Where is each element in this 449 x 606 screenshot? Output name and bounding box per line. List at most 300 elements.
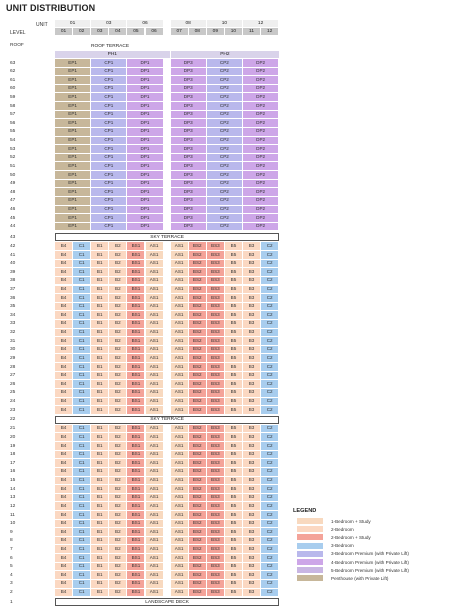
level-label: 42 (10, 243, 16, 249)
legend-label: Penthouse (with Private Lift) (331, 575, 389, 581)
unit-cell: BS2 (189, 380, 207, 389)
penthouse-unit-cell: CP1 (91, 180, 127, 189)
unit-cell: BS2 (189, 303, 207, 312)
unit-cell: AS1 (171, 425, 189, 434)
unit-cell: BS3 (207, 537, 225, 546)
unit-cell: B5 (225, 354, 243, 363)
unit-number-header: 10 (225, 28, 243, 35)
unit-cell: B5 (225, 589, 243, 598)
penthouse-unit-cell: DP3 (171, 214, 207, 223)
unit-cell: AS1 (146, 337, 164, 346)
penthouse-unit-cell: EP1 (55, 162, 91, 171)
penthouse-unit-cell: DP1 (127, 59, 163, 68)
unit-cell: AS1 (146, 251, 164, 260)
unit-cell: AS1 (146, 406, 164, 415)
unit-cell: B2 (109, 494, 127, 503)
level-label: 47 (10, 198, 16, 204)
unit-cell: BS2 (189, 346, 207, 355)
unit-cell: BS2 (189, 571, 207, 580)
unit-cell: BS3 (207, 433, 225, 442)
unit-cell: B3 (243, 320, 261, 329)
penthouse-unit-cell: CP2 (207, 76, 243, 85)
unit-cell: B5 (225, 545, 243, 554)
unit-cell: C1 (73, 502, 91, 511)
penthouse-unit-cell: DP3 (171, 93, 207, 102)
unit-cell: BS3 (207, 260, 225, 269)
unit-number-header: 04 (109, 28, 127, 35)
unit-cell: BS2 (189, 398, 207, 407)
unit-cell: AS1 (171, 294, 189, 303)
unit-cell: B1 (91, 372, 109, 381)
unit-cell: B5 (225, 268, 243, 277)
unit-cell: AS1 (171, 268, 189, 277)
unit-cell: BS1 (127, 511, 145, 520)
unit-cell: C1 (73, 251, 91, 260)
penthouse-unit-cell: CP2 (207, 102, 243, 111)
level-label: 29 (10, 355, 16, 361)
penthouse-unit-cell: CP1 (91, 223, 127, 232)
unit-cell: B3 (243, 425, 261, 434)
penthouse-unit-cell: CP2 (207, 223, 243, 232)
unit-cell: BS3 (207, 477, 225, 486)
unit-cell: B4 (55, 372, 73, 381)
unit-cell: BS3 (207, 459, 225, 468)
unit-cell: B5 (225, 554, 243, 563)
penthouse-unit-cell: DP3 (171, 197, 207, 206)
unit-cell: AS1 (146, 389, 164, 398)
penthouse-unit-cell: DP3 (171, 180, 207, 189)
unit-cell: C1 (73, 320, 91, 329)
unit-cell: BS3 (207, 520, 225, 529)
legend-title: LEGEND (293, 508, 317, 514)
penthouse-unit-cell: CP2 (207, 85, 243, 94)
unit-cell: BS3 (207, 554, 225, 563)
unit-cell: B5 (225, 433, 243, 442)
unit-cell: BS3 (207, 528, 225, 537)
unit-cell: B4 (55, 433, 73, 442)
unit-cell: BS1 (127, 242, 145, 251)
level-label: 17 (10, 460, 16, 466)
unit-cell: B2 (109, 563, 127, 572)
unit-cell: B2 (109, 251, 127, 260)
unit-cell: BS3 (207, 380, 225, 389)
penthouse-unit-cell: DP1 (127, 171, 163, 180)
unit-cell: B5 (225, 494, 243, 503)
penthouse-unit-cell: DP1 (127, 162, 163, 171)
penthouse-unit-cell: EP1 (55, 180, 91, 189)
unit-cell: BS2 (189, 389, 207, 398)
unit-cell: B2 (109, 433, 127, 442)
penthouse-unit-cell: DP3 (171, 145, 207, 154)
unit-cell: B5 (225, 477, 243, 486)
unit-cell: B2 (109, 337, 127, 346)
penthouse-unit-cell: CP2 (207, 162, 243, 171)
unit-cell: B1 (91, 563, 109, 572)
unit-cell: B5 (225, 242, 243, 251)
penthouse-unit-cell: DP1 (127, 111, 163, 120)
unit-cell: C2 (261, 442, 279, 451)
penthouse-unit-cell: CP1 (91, 102, 127, 111)
level-label: 33 (10, 321, 16, 327)
unit-cell: B4 (55, 320, 73, 329)
legend-item (293, 566, 443, 574)
unit-cell: B4 (55, 468, 73, 477)
unit-group-header: 12 (243, 20, 279, 27)
unit-cell: C2 (261, 242, 279, 251)
unit-cell: AS1 (146, 286, 164, 295)
unit-cell: B1 (91, 251, 109, 260)
legend-item (293, 550, 443, 558)
level-label: 6 (10, 555, 13, 561)
unit-cell: BS2 (189, 580, 207, 589)
unit-cell: BS2 (189, 406, 207, 415)
unit-cell: C1 (73, 477, 91, 486)
unit-cell: BS1 (127, 451, 145, 460)
level-label: 28 (10, 364, 16, 370)
unit-cell: B5 (225, 251, 243, 260)
unit-cell: BS2 (189, 425, 207, 434)
unit-cell: AS1 (171, 502, 189, 511)
level-label: 41 (10, 252, 16, 258)
unit-cell: B5 (225, 286, 243, 295)
unit-cell: BS2 (189, 329, 207, 338)
level-label: 23 (10, 407, 16, 413)
level-label: 36 (10, 295, 16, 301)
level-label: 22 (10, 417, 16, 423)
level-label: 3 (10, 581, 13, 587)
unit-cell: B3 (243, 329, 261, 338)
unit-cell: BS2 (189, 242, 207, 251)
unit-cell: C2 (261, 545, 279, 554)
unit-cell: BS1 (127, 294, 145, 303)
unit-cell: BS1 (127, 554, 145, 563)
penthouse-unit-cell: CP2 (207, 214, 243, 223)
level-label: 26 (10, 381, 16, 387)
unit-cell: B4 (55, 571, 73, 580)
penthouse-unit-cell: CP1 (91, 171, 127, 180)
penthouse-unit-cell: DP3 (171, 188, 207, 197)
legend-label: 3-Bedroom Premium (with Private Lift) (331, 551, 409, 557)
unit-cell: BS1 (127, 337, 145, 346)
legend (293, 508, 443, 583)
unit-cell: BS1 (127, 468, 145, 477)
unit-cell: B2 (109, 354, 127, 363)
unit-cell: B3 (243, 545, 261, 554)
unit-cell: BS1 (127, 346, 145, 355)
unit-cell: BS3 (207, 589, 225, 598)
unit-cell: AS1 (171, 511, 189, 520)
unit-cell: C2 (261, 251, 279, 260)
unit-cell: AS1 (171, 545, 189, 554)
unit-cell: AS1 (171, 451, 189, 460)
unit-cell: B1 (91, 303, 109, 312)
unit-cell: BS2 (189, 320, 207, 329)
penthouse-unit-cell: DP2 (243, 102, 279, 111)
unit-cell: B3 (243, 442, 261, 451)
unit-cell: BS1 (127, 329, 145, 338)
unit-cell: B5 (225, 459, 243, 468)
unit-cell: C2 (261, 329, 279, 338)
unit-cell: BS1 (127, 528, 145, 537)
unit-cell: AS1 (146, 320, 164, 329)
level-label: 40 (10, 261, 16, 267)
unit-cell: B3 (243, 571, 261, 580)
unit-cell: C1 (73, 571, 91, 580)
ph1-band: PH1 (55, 51, 170, 58)
unit-cell: C1 (73, 337, 91, 346)
level-label: 14 (10, 486, 16, 492)
penthouse-unit-cell: EP1 (55, 102, 91, 111)
unit-cell: AS1 (171, 398, 189, 407)
unit-cell: B3 (243, 477, 261, 486)
unit-cell: AS1 (146, 425, 164, 434)
penthouse-unit-cell: CP2 (207, 128, 243, 137)
unit-cell: B1 (91, 346, 109, 355)
unit-cell: AS1 (146, 303, 164, 312)
unit-cell: B4 (55, 268, 73, 277)
unit-group-header: 03 (91, 20, 127, 27)
unit-cell: B2 (109, 260, 127, 269)
penthouse-unit-cell: DP2 (243, 137, 279, 146)
unit-cell: C1 (73, 545, 91, 554)
unit-cell: B5 (225, 294, 243, 303)
unit-cell: AS1 (171, 494, 189, 503)
penthouse-unit-cell: DP2 (243, 128, 279, 137)
unit-cell: B3 (243, 433, 261, 442)
unit-cell: AS1 (171, 485, 189, 494)
unit-cell: BS3 (207, 511, 225, 520)
penthouse-unit-cell: CP2 (207, 188, 243, 197)
penthouse-unit-cell: EP1 (55, 223, 91, 232)
level-label: 56 (10, 120, 16, 126)
unit-cell: C2 (261, 537, 279, 546)
landscape-deck-band: LANDSCAPE DECK (55, 598, 279, 606)
unit-cell: C1 (73, 354, 91, 363)
level-label: 63 (10, 60, 16, 66)
penthouse-unit-cell: EP1 (55, 128, 91, 137)
unit-cell: B2 (109, 425, 127, 434)
unit-cell: B3 (243, 268, 261, 277)
unit-cell: BS1 (127, 277, 145, 286)
unit-cell: AS1 (146, 329, 164, 338)
unit-cell: C2 (261, 571, 279, 580)
unit-cell: BS3 (207, 406, 225, 415)
penthouse-unit-cell: DP3 (171, 154, 207, 163)
unit-cell: BS1 (127, 459, 145, 468)
level-label: 30 (10, 347, 16, 353)
level-label: 19 (10, 443, 16, 449)
unit-cell: BS2 (189, 372, 207, 381)
unit-cell: C1 (73, 406, 91, 415)
unit-cell: BS1 (127, 363, 145, 372)
penthouse-unit-cell: DP2 (243, 145, 279, 154)
unit-cell: C2 (261, 380, 279, 389)
unit-cell: BS3 (207, 311, 225, 320)
legend-label: 5-Bedroom Premium (with Private Lift) (331, 567, 409, 573)
unit-cell: AS1 (171, 242, 189, 251)
unit-cell: B3 (243, 459, 261, 468)
unit-cell: AS1 (146, 580, 164, 589)
unit-cell: BS2 (189, 589, 207, 598)
unit-cell: B3 (243, 537, 261, 546)
penthouse-unit-cell: DP1 (127, 102, 163, 111)
penthouse-unit-cell: EP1 (55, 93, 91, 102)
unit-cell: C1 (73, 294, 91, 303)
unit-cell: B1 (91, 477, 109, 486)
unit-cell: BS3 (207, 346, 225, 355)
unit-cell: B1 (91, 354, 109, 363)
unit-cell: B4 (55, 520, 73, 529)
unit-cell: C1 (73, 425, 91, 434)
legend-label: 2-Bedroom (331, 526, 354, 532)
unit-cell: B4 (55, 277, 73, 286)
unit-cell: BS2 (189, 311, 207, 320)
unit-cell: B3 (243, 528, 261, 537)
penthouse-unit-cell: CP1 (91, 154, 127, 163)
penthouse-unit-cell: EP1 (55, 59, 91, 68)
legend-swatch (297, 559, 323, 565)
unit-cell: AS1 (146, 442, 164, 451)
unit-cell: B3 (243, 346, 261, 355)
unit-cell: B2 (109, 320, 127, 329)
unit-cell: BS1 (127, 268, 145, 277)
penthouse-unit-cell: CP1 (91, 145, 127, 154)
unit-cell: B5 (225, 537, 243, 546)
penthouse-unit-cell: EP1 (55, 68, 91, 77)
level-label: 52 (10, 155, 16, 161)
unit-cell: AS1 (171, 589, 189, 598)
unit-cell: C1 (73, 459, 91, 468)
unit-cell: B5 (225, 580, 243, 589)
unit-cell: B2 (109, 485, 127, 494)
unit-cell: BS3 (207, 268, 225, 277)
unit-cell: C2 (261, 277, 279, 286)
penthouse-unit-cell: DP3 (171, 68, 207, 77)
unit-cell: B4 (55, 398, 73, 407)
unit-cell: AS1 (146, 363, 164, 372)
unit-cell: B3 (243, 468, 261, 477)
unit-cell: B4 (55, 406, 73, 415)
level-label: 38 (10, 278, 16, 284)
unit-cell: BS1 (127, 442, 145, 451)
penthouse-unit-cell: DP2 (243, 111, 279, 120)
unit-cell: B1 (91, 545, 109, 554)
level-label: 9 (10, 529, 13, 535)
unit-cell: AS1 (171, 354, 189, 363)
unit-cell: B2 (109, 451, 127, 460)
unit-cell: C2 (261, 406, 279, 415)
unit-cell: C1 (73, 433, 91, 442)
unit-cell: B4 (55, 380, 73, 389)
unit-cell: B5 (225, 528, 243, 537)
unit-cell: B4 (55, 537, 73, 546)
unit-cell: BS1 (127, 477, 145, 486)
penthouse-unit-cell: DP1 (127, 119, 163, 128)
unit-cell: B3 (243, 589, 261, 598)
unit-cell: C1 (73, 520, 91, 529)
unit-cell: C1 (73, 398, 91, 407)
unit-cell: BS2 (189, 520, 207, 529)
penthouse-unit-cell: DP2 (243, 223, 279, 232)
unit-cell: B2 (109, 294, 127, 303)
unit-cell: B1 (91, 589, 109, 598)
unit-cell: B4 (55, 485, 73, 494)
unit-cell: BS2 (189, 277, 207, 286)
penthouse-unit-cell: CP1 (91, 93, 127, 102)
penthouse-unit-cell: DP3 (171, 128, 207, 137)
unit-cell: BS2 (189, 433, 207, 442)
unit-cell: BS2 (189, 451, 207, 460)
unit-cell: BS1 (127, 589, 145, 598)
penthouse-unit-cell: EP1 (55, 137, 91, 146)
unit-cell: BS3 (207, 329, 225, 338)
unit-cell: C2 (261, 459, 279, 468)
unit-cell: B1 (91, 380, 109, 389)
penthouse-unit-cell: DP3 (171, 59, 207, 68)
unit-cell: BS3 (207, 451, 225, 460)
penthouse-unit-cell: DP2 (243, 171, 279, 180)
unit-cell: C2 (261, 511, 279, 520)
unit-cell: B4 (55, 494, 73, 503)
unit-cell: BS3 (207, 242, 225, 251)
unit-cell: BS2 (189, 468, 207, 477)
unit-cell: BS3 (207, 286, 225, 295)
unit-cell: BS1 (127, 520, 145, 529)
legend-label: 4-Bedroom Premium (with Private Lift) (331, 559, 409, 565)
unit-cell: BS3 (207, 468, 225, 477)
penthouse-unit-cell: CP2 (207, 119, 243, 128)
unit-cell: AS1 (171, 406, 189, 415)
unit-cell: B2 (109, 502, 127, 511)
unit-cell: BS3 (207, 337, 225, 346)
unit-cell: B1 (91, 320, 109, 329)
unit-cell: AS1 (171, 363, 189, 372)
unit-cell: BS3 (207, 571, 225, 580)
unit-cell: C1 (73, 494, 91, 503)
unit-cell: C2 (261, 520, 279, 529)
unit-cell: C1 (73, 260, 91, 269)
unit-cell: B4 (55, 502, 73, 511)
unit-cell: C1 (73, 580, 91, 589)
level-label: 20 (10, 434, 16, 440)
penthouse-unit-cell: CP2 (207, 180, 243, 189)
penthouse-unit-cell: DP2 (243, 85, 279, 94)
unit-cell: BS3 (207, 502, 225, 511)
unit-cell: C2 (261, 337, 279, 346)
penthouse-unit-cell: CP1 (91, 59, 127, 68)
unit-cell: C2 (261, 294, 279, 303)
penthouse-unit-cell: CP2 (207, 59, 243, 68)
unit-cell: B1 (91, 363, 109, 372)
legend-swatch (297, 543, 323, 549)
unit-cell: B1 (91, 571, 109, 580)
unit-cell: B4 (55, 346, 73, 355)
unit-cell: B2 (109, 520, 127, 529)
unit-cell: B5 (225, 363, 243, 372)
unit-cell: BS3 (207, 398, 225, 407)
unit-cell: BS2 (189, 563, 207, 572)
unit-cell: BS2 (189, 485, 207, 494)
penthouse-unit-cell: CP2 (207, 197, 243, 206)
penthouse-unit-cell: DP2 (243, 93, 279, 102)
unit-cell: B2 (109, 571, 127, 580)
unit-cell: C2 (261, 346, 279, 355)
unit-cell: B1 (91, 459, 109, 468)
unit-cell: B2 (109, 459, 127, 468)
unit-number-header: 07 (171, 28, 189, 35)
unit-cell: B4 (55, 286, 73, 295)
unit-cell: C1 (73, 329, 91, 338)
